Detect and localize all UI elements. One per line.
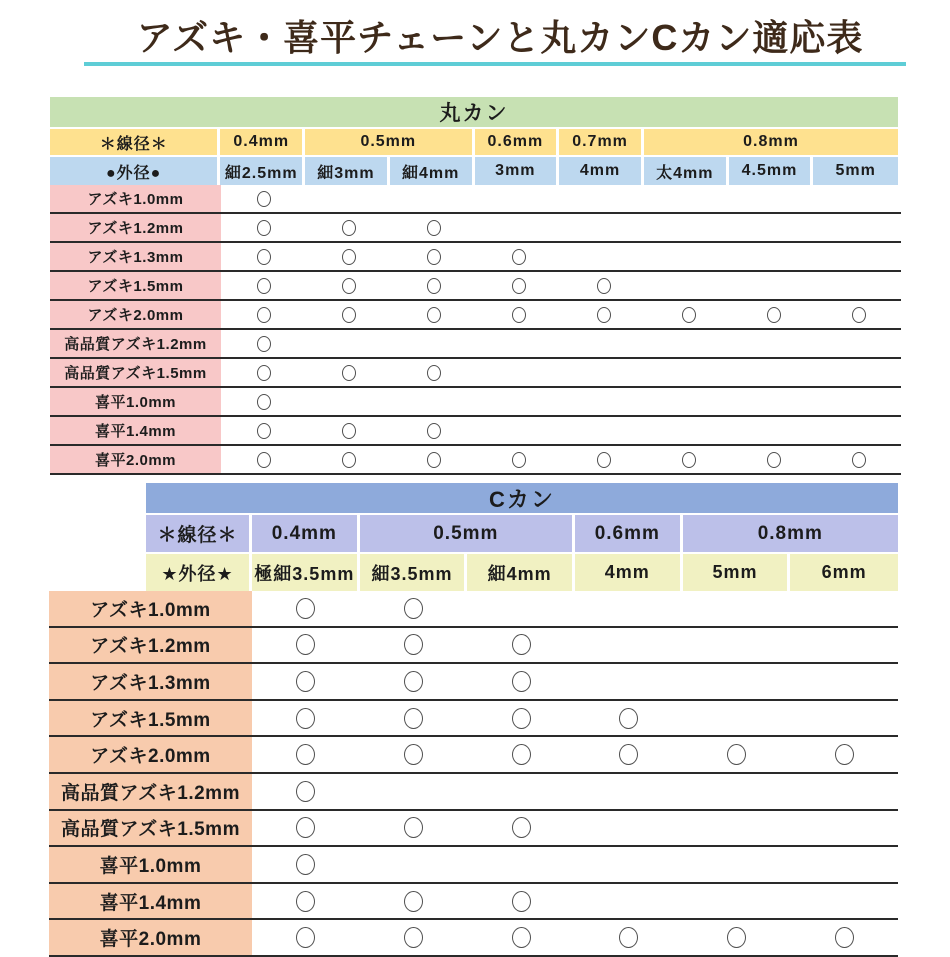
mark-cell: [221, 185, 306, 212]
wire-diameter-value-cell: 0.5mm: [305, 129, 474, 155]
row-label: アズキ1.0mm: [50, 185, 221, 212]
mark-cell: [476, 359, 561, 386]
table-row: [50, 330, 901, 359]
row-label: アズキ1.2mm: [49, 628, 252, 663]
mark-cell: [391, 301, 476, 328]
wire-diameter-row: [50, 129, 898, 155]
page-header: [50, 16, 950, 60]
wire-diameter-value-cell: 0.8mm: [644, 129, 898, 155]
mark-cell: [683, 591, 791, 626]
mark-cell: [476, 417, 561, 444]
circle-mark-icon: [835, 744, 854, 765]
mark-cell: [575, 774, 683, 809]
table-row: [49, 774, 898, 811]
circle-mark-icon: [512, 744, 531, 765]
mark-cell: [467, 701, 575, 736]
circle-mark-icon: [427, 249, 441, 265]
mark-cell: [391, 214, 476, 241]
mark-cell: [731, 359, 816, 386]
mark-cell: [306, 446, 391, 473]
mark-cell: [575, 591, 683, 626]
table-row: [50, 301, 901, 330]
row-label: 高品質アズキ1.2mm: [49, 774, 252, 809]
circle-mark-icon: [682, 307, 696, 323]
circle-mark-icon: [597, 452, 611, 468]
mark-cell: [252, 884, 360, 919]
mark-cell: [360, 811, 468, 846]
mark-cell: [467, 884, 575, 919]
mark-cell: [360, 884, 468, 919]
circle-mark-icon: [342, 249, 356, 265]
mark-cell: [646, 388, 731, 415]
mark-cell: [221, 330, 306, 357]
outer-diameter-value-cell: 4mm: [559, 157, 644, 185]
table-row: [49, 591, 898, 628]
circle-mark-icon: [342, 220, 356, 236]
title-underline: [84, 62, 906, 66]
circle-mark-icon: [512, 278, 526, 294]
mark-cell: [561, 185, 646, 212]
marukan-rows-block: [50, 185, 901, 475]
mark-cell: [476, 388, 561, 415]
mark-cell: [731, 243, 816, 270]
mark-cell: [561, 330, 646, 357]
circle-mark-icon: [512, 249, 526, 265]
mark-cell: [561, 272, 646, 299]
mark-cell: [221, 359, 306, 386]
mark-cell: [683, 701, 791, 736]
mark-cell: [646, 214, 731, 241]
mark-cell: [646, 417, 731, 444]
circle-mark-icon: [427, 220, 441, 236]
row-label: アズキ1.2mm: [50, 214, 221, 241]
mark-cell: [561, 301, 646, 328]
table-row: [49, 884, 898, 921]
circle-mark-icon: [835, 927, 854, 948]
circle-mark-icon: [404, 927, 423, 948]
mark-cell: [816, 446, 901, 473]
mark-cell: [790, 774, 898, 809]
circle-mark-icon: [296, 744, 315, 765]
circle-mark-icon: [404, 744, 423, 765]
mark-cell: [575, 701, 683, 736]
circle-mark-icon: [767, 307, 781, 323]
circle-mark-icon: [404, 817, 423, 838]
outer-diameter-value-cell: 細4mm: [467, 554, 575, 591]
circle-mark-icon: [404, 708, 423, 729]
circle-mark-icon: [257, 249, 271, 265]
outer-diameter-value-cell: 3mm: [475, 157, 560, 185]
table-row: [50, 359, 901, 388]
outer-diameter-value-cell: 細2.5mm: [220, 157, 305, 185]
circle-mark-icon: [342, 307, 356, 323]
mark-cell: [790, 737, 898, 772]
circle-mark-icon: [427, 452, 441, 468]
circle-mark-icon: [257, 423, 271, 439]
circle-mark-icon: [512, 891, 531, 912]
mark-cell: [221, 388, 306, 415]
table-row: [50, 417, 901, 446]
table-row: [50, 185, 901, 214]
mark-cell: [221, 243, 306, 270]
wire-diameter-value-cell: 0.5mm: [360, 515, 575, 552]
outer-diameter-value-cell: 4mm: [575, 554, 683, 591]
mark-cell: [221, 417, 306, 444]
mark-cell: [561, 417, 646, 444]
mark-cell: [306, 359, 391, 386]
table-row: [49, 664, 898, 701]
circle-mark-icon: [296, 854, 315, 875]
mark-cell: [790, 847, 898, 882]
table-row: [49, 811, 898, 848]
mark-cell: [306, 330, 391, 357]
row-label: 喜平2.0mm: [50, 446, 221, 473]
circle-mark-icon: [404, 634, 423, 655]
row-label: アズキ2.0mm: [49, 737, 252, 772]
mark-cell: [646, 359, 731, 386]
mark-cell: [360, 774, 468, 809]
row-label: 喜平1.0mm: [49, 847, 252, 882]
row-label: アズキ1.5mm: [50, 272, 221, 299]
mark-cell: [252, 774, 360, 809]
mark-cell: [575, 811, 683, 846]
mark-cell: [561, 388, 646, 415]
circle-mark-icon: [342, 278, 356, 294]
circle-mark-icon: [404, 671, 423, 692]
circle-mark-icon: [342, 365, 356, 381]
mark-cell: [683, 664, 791, 699]
outer-diameter-label-cell: ●外径●: [50, 157, 220, 185]
mark-cell: [816, 359, 901, 386]
mark-cell: [467, 628, 575, 663]
outer-diameter-label-cell: ★外径★: [146, 554, 252, 591]
mark-cell: [252, 628, 360, 663]
mark-cell: [646, 330, 731, 357]
table-row: [50, 214, 901, 243]
row-label: アズキ1.5mm: [49, 701, 252, 736]
mark-cell: [561, 446, 646, 473]
mark-cell: [252, 701, 360, 736]
mark-cell: [561, 214, 646, 241]
circle-mark-icon: [512, 708, 531, 729]
mark-cell: [575, 884, 683, 919]
mark-cell: [683, 884, 791, 919]
circle-mark-icon: [427, 423, 441, 439]
row-label: 喜平2.0mm: [49, 920, 252, 955]
mark-cell: [476, 446, 561, 473]
outer-diameter-value-cell: 太4mm: [644, 157, 729, 185]
mark-cell: [391, 330, 476, 357]
mark-cell: [391, 359, 476, 386]
circle-mark-icon: [296, 891, 315, 912]
mark-cell: [391, 243, 476, 270]
mark-cell: [790, 628, 898, 663]
mark-cell: [790, 884, 898, 919]
mark-cell: [252, 811, 360, 846]
row-label: 喜平1.0mm: [50, 388, 221, 415]
circle-mark-icon: [512, 307, 526, 323]
marukan-table-title: 丸カン: [50, 97, 898, 127]
mark-cell: [731, 272, 816, 299]
circle-mark-icon: [512, 817, 531, 838]
mark-cell: [360, 664, 468, 699]
mark-cell: [790, 811, 898, 846]
mark-cell: [306, 301, 391, 328]
circle-mark-icon: [619, 927, 638, 948]
circle-mark-icon: [427, 365, 441, 381]
circle-mark-icon: [342, 452, 356, 468]
wire-diameter-value-cell: 0.4mm: [220, 129, 305, 155]
ckan-rows-block: [49, 591, 898, 957]
mark-cell: [360, 591, 468, 626]
outer-diameter-value-cell: 細3mm: [305, 157, 390, 185]
mark-cell: [391, 417, 476, 444]
row-label: アズキ1.3mm: [49, 664, 252, 699]
mark-cell: [683, 628, 791, 663]
mark-cell: [683, 774, 791, 809]
mark-cell: [306, 388, 391, 415]
circle-mark-icon: [427, 278, 441, 294]
mark-cell: [683, 847, 791, 882]
circle-mark-icon: [257, 452, 271, 468]
table-row: [50, 272, 901, 301]
circle-mark-icon: [852, 452, 866, 468]
mark-cell: [306, 417, 391, 444]
mark-cell: [731, 185, 816, 212]
mark-cell: [646, 243, 731, 270]
mark-cell: [816, 185, 901, 212]
mark-cell: [476, 214, 561, 241]
mark-cell: [360, 628, 468, 663]
marukan-header-block: [50, 97, 898, 185]
mark-cell: [391, 272, 476, 299]
mark-cell: [575, 628, 683, 663]
mark-cell: [731, 301, 816, 328]
mark-cell: [306, 214, 391, 241]
row-label: 高品質アズキ1.5mm: [49, 811, 252, 846]
circle-mark-icon: [512, 671, 531, 692]
table-row: [49, 920, 898, 957]
table-row: [50, 446, 901, 475]
circle-mark-icon: [727, 744, 746, 765]
wire-diameter-row: [146, 515, 898, 552]
mark-cell: [391, 446, 476, 473]
mark-cell: [561, 243, 646, 270]
circle-mark-icon: [296, 781, 315, 802]
mark-cell: [816, 243, 901, 270]
outer-diameter-value-cell: 6mm: [790, 554, 898, 591]
outer-diameter-value-cell: 極細3.5mm: [252, 554, 360, 591]
mark-cell: [467, 737, 575, 772]
page-title: アズキ・喜平チェーンと丸カンCカン適応表: [136, 17, 864, 58]
mark-cell: [561, 359, 646, 386]
circle-mark-icon: [619, 744, 638, 765]
row-label: 喜平1.4mm: [50, 417, 221, 444]
wire-diameter-label-cell: ＊線径＊: [146, 515, 252, 552]
mark-cell: [816, 388, 901, 415]
circle-mark-icon: [404, 598, 423, 619]
row-label: アズキ1.0mm: [49, 591, 252, 626]
row-label: 喜平1.4mm: [49, 884, 252, 919]
mark-cell: [360, 737, 468, 772]
mark-cell: [731, 417, 816, 444]
circle-mark-icon: [619, 708, 638, 729]
mark-cell: [816, 417, 901, 444]
circle-mark-icon: [257, 336, 271, 352]
mark-cell: [646, 301, 731, 328]
mark-cell: [252, 847, 360, 882]
mark-cell: [575, 664, 683, 699]
outer-diameter-value-cell: 5mm: [813, 157, 898, 185]
mark-cell: [467, 811, 575, 846]
circle-mark-icon: [404, 891, 423, 912]
mark-cell: [575, 737, 683, 772]
mark-cell: [816, 214, 901, 241]
ckan-table-title: Cカン: [146, 483, 898, 513]
mark-cell: [731, 446, 816, 473]
circle-mark-icon: [296, 598, 315, 619]
mark-cell: [476, 185, 561, 212]
mark-cell: [683, 811, 791, 846]
mark-cell: [790, 664, 898, 699]
circle-mark-icon: [257, 307, 271, 323]
mark-cell: [476, 272, 561, 299]
mark-cell: [467, 774, 575, 809]
mark-cell: [731, 388, 816, 415]
row-label: アズキ1.3mm: [50, 243, 221, 270]
mark-cell: [731, 214, 816, 241]
circle-mark-icon: [257, 191, 271, 207]
mark-cell: [306, 272, 391, 299]
mark-cell: [467, 664, 575, 699]
row-label: アズキ2.0mm: [50, 301, 221, 328]
circle-mark-icon: [296, 927, 315, 948]
mark-cell: [816, 301, 901, 328]
outer-diameter-value-cell: 細4mm: [390, 157, 475, 185]
circle-mark-icon: [257, 365, 271, 381]
mark-cell: [646, 185, 731, 212]
wire-diameter-value-cell: 0.6mm: [475, 129, 560, 155]
circle-mark-icon: [296, 817, 315, 838]
table-row: [50, 243, 901, 272]
circle-mark-icon: [512, 634, 531, 655]
circle-mark-icon: [257, 278, 271, 294]
row-label: 高品質アズキ1.2mm: [50, 330, 221, 357]
circle-mark-icon: [427, 307, 441, 323]
circle-mark-icon: [597, 278, 611, 294]
mark-cell: [391, 185, 476, 212]
ckan-header-block: [146, 483, 898, 591]
outer-diameter-value-cell: 5mm: [683, 554, 791, 591]
circle-mark-icon: [852, 307, 866, 323]
mark-cell: [476, 243, 561, 270]
wire-diameter-value-cell: 0.6mm: [575, 515, 683, 552]
mark-cell: [790, 591, 898, 626]
circle-mark-icon: [342, 423, 356, 439]
mark-cell: [221, 214, 306, 241]
mark-cell: [646, 446, 731, 473]
row-label: 高品質アズキ1.5mm: [50, 359, 221, 386]
table-row: [49, 701, 898, 738]
wire-diameter-value-cell: 0.8mm: [683, 515, 898, 552]
mark-cell: [221, 272, 306, 299]
mark-cell: [252, 737, 360, 772]
outer-diameter-row: [146, 554, 898, 591]
mark-cell: [646, 272, 731, 299]
mark-cell: [476, 301, 561, 328]
circle-mark-icon: [257, 394, 271, 410]
mark-cell: [476, 330, 561, 357]
circle-mark-icon: [767, 452, 781, 468]
wire-diameter-label-cell: ＊線径＊: [50, 129, 220, 155]
mark-cell: [360, 701, 468, 736]
mark-cell: [360, 847, 468, 882]
mark-cell: [816, 272, 901, 299]
mark-cell: [306, 243, 391, 270]
mark-cell: [816, 330, 901, 357]
mark-cell: [575, 847, 683, 882]
circle-mark-icon: [597, 307, 611, 323]
outer-diameter-value-cell: 細3.5mm: [360, 554, 468, 591]
mark-cell: [683, 737, 791, 772]
mark-cell: [731, 330, 816, 357]
wire-diameter-value-cell: 0.4mm: [252, 515, 360, 552]
circle-mark-icon: [512, 452, 526, 468]
wire-diameter-value-cell: 0.7mm: [559, 129, 644, 155]
table-row: [49, 628, 898, 665]
mark-cell: [252, 664, 360, 699]
mark-cell: [790, 701, 898, 736]
outer-diameter-row: [50, 157, 898, 185]
mark-cell: [467, 591, 575, 626]
circle-mark-icon: [257, 220, 271, 236]
circle-mark-icon: [512, 927, 531, 948]
circle-mark-icon: [296, 708, 315, 729]
circle-mark-icon: [682, 452, 696, 468]
mark-cell: [467, 847, 575, 882]
table-row: [50, 388, 901, 417]
mark-cell: [391, 388, 476, 415]
mark-cell: [306, 185, 391, 212]
circle-mark-icon: [296, 671, 315, 692]
mark-cell: [221, 301, 306, 328]
circle-mark-icon: [296, 634, 315, 655]
outer-diameter-value-cell: 4.5mm: [729, 157, 814, 185]
table-row: [49, 737, 898, 774]
mark-cell: [221, 446, 306, 473]
mark-cell: [252, 591, 360, 626]
circle-mark-icon: [727, 927, 746, 948]
table-row: [49, 847, 898, 884]
